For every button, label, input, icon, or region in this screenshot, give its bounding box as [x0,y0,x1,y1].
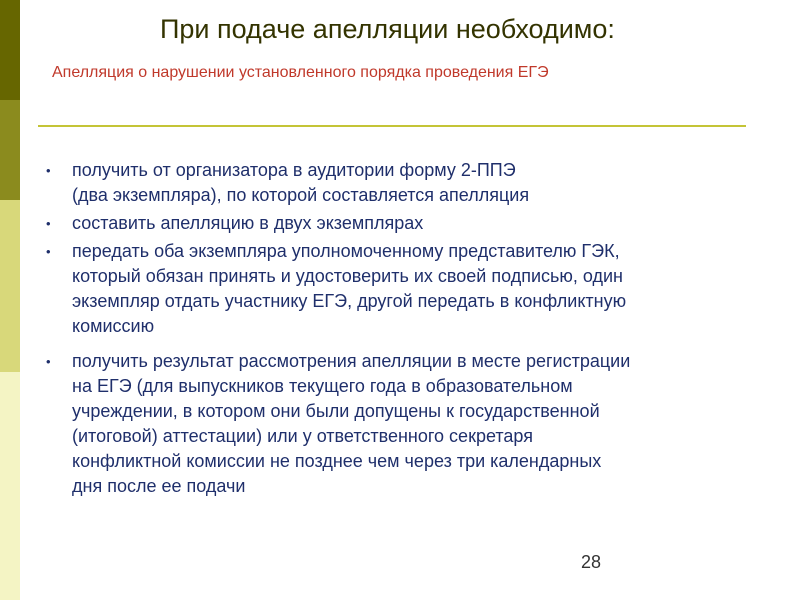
bullet-text-line: (итоговой) аттестации) или у ответственного секретаря [72,426,533,446]
decorative-side-bar [0,0,20,600]
slide-title: При подаче апелляции необходимо: [160,14,615,44]
bullet-text-line: учреждении, в котором они были допущены к государственной [72,401,600,421]
bullet-item-3 [46,239,776,339]
bullet-dot: • [46,244,51,259]
side-bar-segment-dark [0,0,20,100]
bullet-item-2 [46,211,776,236]
bullet-text-line: экземпляр отдать участнику ЕГЭ, другой передать в конфликтную [72,291,627,311]
bullet-text-line: который обязан принять и удостоверить их своей подписью, один [72,266,623,286]
divider-line [38,125,746,127]
bullet-dot: • [46,163,51,178]
bullet-text-line: конфликтной комиссии не позднее чем через три календарных [72,451,602,471]
bullet-text-line: на ЕГЭ (для выпускников текущего года в образовательном [72,376,573,396]
slide-subtitle: Апелляция о нарушении установленного порядка проведения ЕГЭ [52,64,549,81]
bullet-dot: • [46,216,51,231]
side-bar-segment-light [0,200,20,372]
bullet-list [46,158,776,502]
bullet-text-line: (два экземпляра), по которой составляется апелляция [72,185,530,205]
bullet-text-line: дня после ее подачи [72,476,246,496]
bullet-item-1 [46,158,776,208]
side-bar-segment-olive [0,100,20,200]
bullet-dot: • [46,354,51,369]
bullet-text-line: составить апелляцию в двух экземплярах [72,213,424,233]
bullet-text-line: передать оба экземпляра уполномоченному представителю ГЭК, [72,241,620,261]
side-bar-segment-pale [0,372,20,600]
bullet-text-line: получить результат рассмотрения апелляции в месте регистрации [72,351,631,371]
bullet-text-line: комиссию [72,316,155,336]
page-number: 28 [581,552,602,572]
bullet-item-4 [46,349,776,499]
bullet-text-line: получить от организатора в аудитории форму 2-ППЭ [72,160,516,180]
